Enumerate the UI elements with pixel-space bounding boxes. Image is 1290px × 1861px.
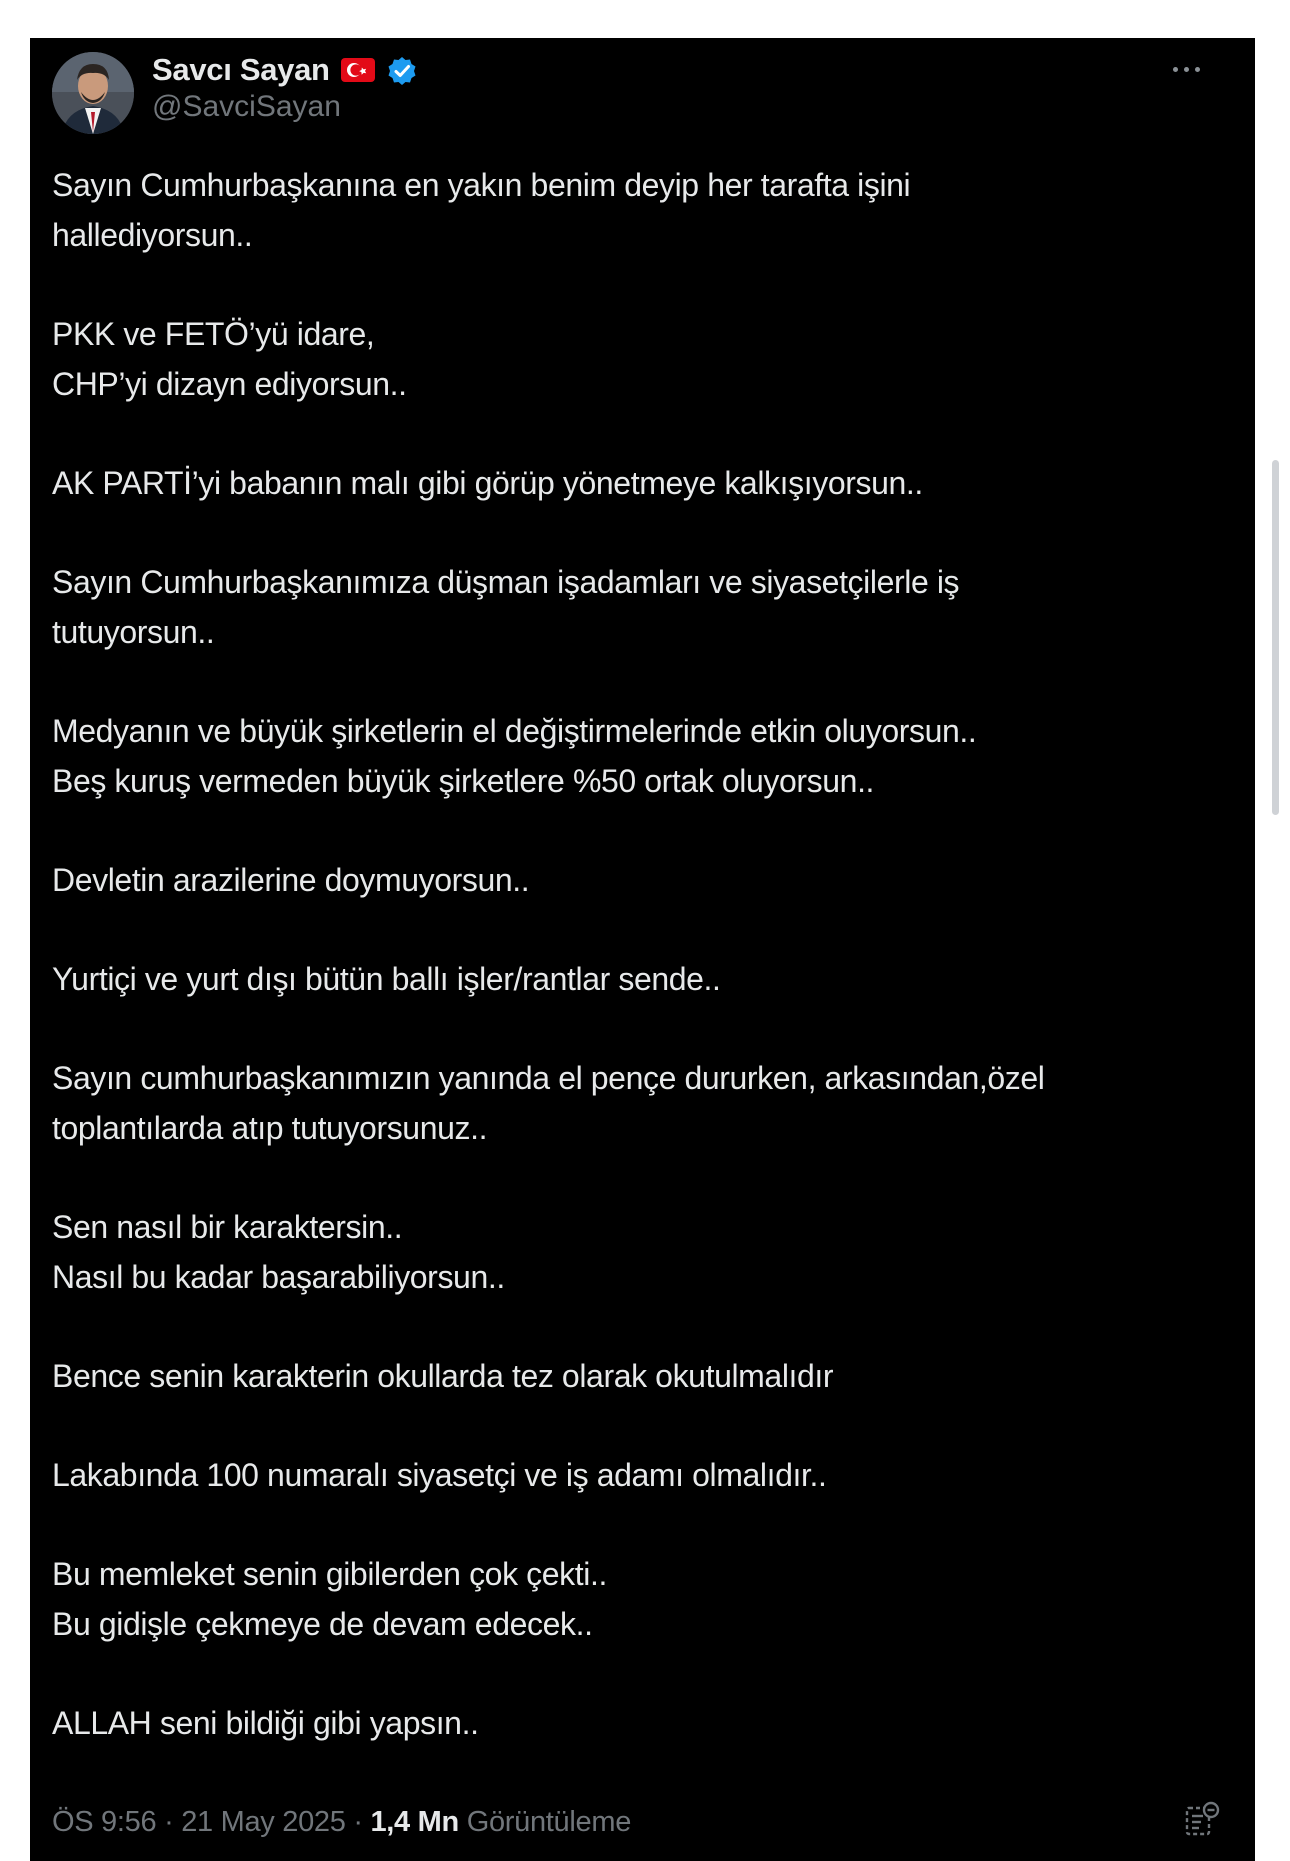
tweet-line: tutuyorsun.. xyxy=(52,614,215,650)
tweet-line: ALLAH seni bildiği gibi yapsın.. xyxy=(52,1705,479,1741)
tweet-line: AK PARTİ’yi babanın malı gibi görüp yönetmeye kalkışıyorsun.. xyxy=(52,465,923,501)
profile-photo xyxy=(52,52,134,134)
tweet-line: Sayın cumhurbaşkanımızın yanında el pençe dururken, arkasından,özel xyxy=(52,1060,1045,1096)
tweet-paragraph xyxy=(52,458,1232,508)
views-label: Görüntüleme xyxy=(466,1806,632,1838)
tweet-text xyxy=(52,160,1232,1797)
views-count: 1,4 Mn xyxy=(370,1806,459,1838)
tweet-line: Yurtiçi ve yurt dışı bütün ballı işler/rantlar sende.. xyxy=(52,961,721,997)
tweet-line: Sen nasıl bir karaktersin.. xyxy=(52,1209,403,1245)
tweet-paragraph xyxy=(52,1450,1232,1500)
more-options-icon[interactable] xyxy=(1173,62,1209,76)
tweet-paragraph xyxy=(52,1549,1232,1649)
tweet-date[interactable]: 21 May 2025 xyxy=(181,1806,346,1838)
tweet-paragraph xyxy=(52,706,1232,806)
tweet-line: Beş kuruş vermeden büyük şirketlere %50 ortak oluyorsun.. xyxy=(52,763,875,799)
tweet-line: Bu gidişle çekmeye de devam edecek.. xyxy=(52,1606,593,1642)
tweet-line: Sayın Cumhurbaşkanına en yakın benim deyip her tarafta işini xyxy=(52,167,911,203)
tweet-paragraph xyxy=(52,309,1232,409)
tweet-line: CHP’yi dizayn ediyorsun.. xyxy=(52,366,407,402)
tweet-paragraph xyxy=(52,1053,1232,1153)
tweet-paragraph xyxy=(52,1351,1232,1401)
turkey-flag-icon xyxy=(340,55,376,85)
tweet-paragraph xyxy=(52,557,1232,657)
tweet-paragraph xyxy=(52,1698,1232,1748)
tweet-meta xyxy=(52,1806,631,1839)
page-scrollbar[interactable] xyxy=(1272,460,1279,815)
author-name-row xyxy=(152,48,422,92)
tweet-line: Sayın Cumhurbaşkanımıza düşman işadamları ve siyasetçilerle iş xyxy=(52,564,960,600)
meta-separator: · xyxy=(164,1806,174,1838)
tweet-line: Bence senin karakterin okullarda tez olarak okutulmalıdır xyxy=(52,1358,834,1394)
view-analytics-icon[interactable] xyxy=(1181,1800,1221,1840)
author-display-name[interactable]: Savcı Sayan xyxy=(152,52,330,87)
tweet-paragraph xyxy=(52,160,1232,260)
tweet-line: Bu memleket senin gibilerden çok çekti.. xyxy=(52,1556,607,1592)
tweet-paragraph xyxy=(52,855,1232,905)
tweet-paragraph xyxy=(52,954,1232,1004)
tweet-card xyxy=(30,38,1255,1861)
tweet-time[interactable]: ÖS 9:56 xyxy=(52,1806,157,1838)
author-handle[interactable]: @SavciSayan xyxy=(152,90,341,123)
tweet-line: Lakabında 100 numaralı siyasetçi ve iş adamı olmalıdır.. xyxy=(52,1457,827,1493)
avatar[interactable] xyxy=(52,52,134,134)
meta-separator: · xyxy=(353,1806,363,1838)
tweet-line: Devletin arazilerine doymuyorsun.. xyxy=(52,862,530,898)
tweet-line: toplantılarda atıp tutuyorsunuz.. xyxy=(52,1110,488,1146)
tweet-paragraph xyxy=(52,1202,1232,1302)
tweet-line: hallediyorsun.. xyxy=(52,217,253,253)
tweet-line: Nasıl bu kadar başarabiliyorsun.. xyxy=(52,1259,505,1295)
verified-badge-icon[interactable] xyxy=(386,55,422,85)
tweet-line: Medyanın ve büyük şirketlerin el değiştirmelerinde etkin oluyorsun.. xyxy=(52,713,977,749)
tweet-line: PKK ve FETÖ’yü idare, xyxy=(52,316,375,352)
